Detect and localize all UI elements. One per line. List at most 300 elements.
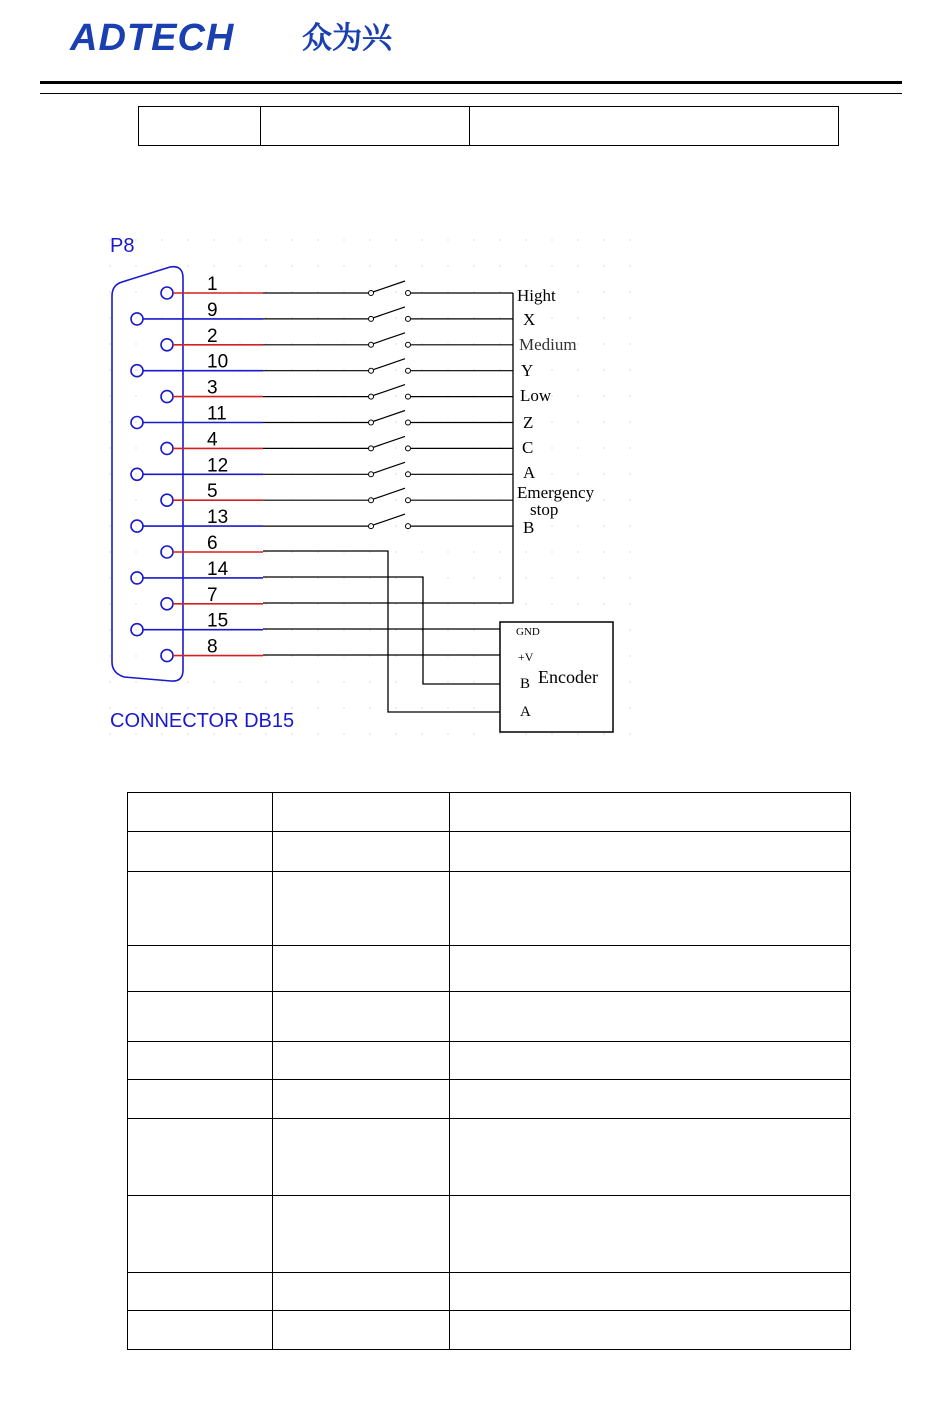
pin-number: 6 <box>207 533 218 554</box>
table-cell <box>470 107 839 146</box>
grid-dot <box>109 707 110 708</box>
pin-contact <box>131 572 143 584</box>
switch-contact <box>369 420 374 425</box>
grid-dot <box>161 681 162 682</box>
encoder-b-label: B <box>520 676 531 692</box>
switch-lever <box>373 411 405 422</box>
grid-dot <box>551 551 552 552</box>
switch-label: X <box>523 310 536 329</box>
grid-dot <box>551 577 552 578</box>
grid-dot <box>135 291 136 292</box>
table-cell <box>450 1273 851 1311</box>
grid-dot <box>187 239 188 240</box>
table-cell <box>261 107 470 146</box>
grid-dot <box>135 551 136 552</box>
pin-number: 11 <box>207 403 227 425</box>
table-cell <box>273 1311 450 1350</box>
header-rule-thin <box>40 93 902 94</box>
grid-dot <box>577 369 578 370</box>
switch-lever <box>373 488 405 499</box>
switch-contact <box>369 368 374 373</box>
pin-contact <box>161 339 173 351</box>
grid-dot <box>213 265 214 266</box>
grid-dot <box>421 239 422 240</box>
grid-dot <box>629 655 630 656</box>
grid-dot <box>109 421 110 422</box>
grid-dot <box>135 499 136 500</box>
grid-dot <box>109 551 110 552</box>
grid-dot <box>395 551 396 552</box>
grid-dot <box>161 265 162 266</box>
grid-dot <box>343 681 344 682</box>
pin-number: 13 <box>207 507 229 529</box>
grid-dot <box>421 707 422 708</box>
switch-lever <box>373 333 405 344</box>
table-cell <box>273 1273 450 1311</box>
pin-number: 14 <box>207 558 229 580</box>
logo-chinese-text: 众为兴 <box>302 21 392 56</box>
table-cell <box>128 1042 273 1080</box>
grid-dot <box>629 317 630 318</box>
grid-dot <box>369 447 370 448</box>
switch-contact <box>369 342 374 347</box>
pin-contact <box>161 546 173 558</box>
grid-dot <box>213 681 214 682</box>
switch-lever <box>373 385 405 396</box>
grid-dot <box>317 707 318 708</box>
grid-dot <box>109 395 110 396</box>
grid-dot <box>395 317 396 318</box>
grid-dot <box>343 707 344 708</box>
grid-dot <box>629 525 630 526</box>
table-cell <box>273 1042 450 1080</box>
pin-number: 1 <box>207 274 218 295</box>
grid-dot <box>369 733 370 734</box>
header-rule-thick <box>40 81 902 84</box>
switch-lever <box>373 359 405 370</box>
grid-dot <box>395 343 396 344</box>
switch-label: Y <box>521 361 534 380</box>
pin-contact <box>161 598 173 610</box>
grid-dot <box>603 421 604 422</box>
pin-number: 12 <box>207 455 229 477</box>
grid-dot <box>551 603 552 604</box>
pin-number: 3 <box>207 377 218 399</box>
grid-dot <box>499 265 500 266</box>
grid-dot <box>447 733 448 734</box>
switch-contact <box>406 498 411 503</box>
grid-dot <box>369 317 370 318</box>
table-cell <box>128 1119 273 1196</box>
grid-dot <box>135 681 136 682</box>
table-cell <box>128 1311 273 1350</box>
grid-dot <box>629 473 630 474</box>
grid-dot <box>395 447 396 448</box>
grid-dot <box>265 707 266 708</box>
grid-dot <box>629 343 630 344</box>
switch-lever <box>373 462 405 473</box>
grid-dot <box>395 733 396 734</box>
encoder-a-label: A <box>520 704 531 720</box>
db15-wiring-diagram <box>100 230 640 750</box>
grid-dot <box>551 317 552 318</box>
grid-dot <box>551 525 552 526</box>
table-row <box>128 1311 851 1350</box>
switch-contact <box>369 291 374 296</box>
switch-contact <box>406 394 411 399</box>
grid-dot <box>161 733 162 734</box>
grid-dot <box>577 265 578 266</box>
table-row <box>128 946 851 992</box>
switch-label: B <box>523 518 535 537</box>
pin-number: 15 <box>207 610 229 632</box>
grid-dot <box>447 265 448 266</box>
connector-pins <box>131 274 263 662</box>
table-cell <box>450 992 851 1042</box>
grid-dot <box>577 473 578 474</box>
grid-dot <box>187 707 188 708</box>
grid-dot <box>135 603 136 604</box>
table-cell <box>450 946 851 992</box>
grid-dot <box>629 499 630 500</box>
grid-dot <box>551 239 552 240</box>
grid-dot <box>603 317 604 318</box>
switch-lever <box>373 281 405 292</box>
table-cell <box>450 1042 851 1080</box>
grid-dot <box>525 551 526 552</box>
switch-label: Z <box>523 413 534 432</box>
grid-dot <box>577 577 578 578</box>
grid-dot <box>603 265 604 266</box>
table-row <box>128 832 851 872</box>
connector-caption: CONNECTOR DB15 <box>110 710 295 732</box>
grid-dot <box>135 473 136 474</box>
grid-dot <box>629 577 630 578</box>
grid-dot <box>369 473 370 474</box>
logo-latin-text: ADTECH <box>70 17 235 59</box>
grid-dot <box>603 499 604 500</box>
grid-dot <box>265 733 266 734</box>
grid-dot <box>239 681 240 682</box>
grid-dot <box>629 629 630 630</box>
grid-dot <box>239 265 240 266</box>
grid-dot <box>265 681 266 682</box>
switch-contact <box>369 446 374 451</box>
grid-dot <box>213 733 214 734</box>
grid-dot <box>187 681 188 682</box>
grid-dot <box>577 343 578 344</box>
switch-contact <box>406 524 411 529</box>
grid-dot <box>629 369 630 370</box>
grid-dot <box>369 265 370 266</box>
grid-dot <box>135 317 136 318</box>
grid-dot <box>213 239 214 240</box>
grid-dot <box>629 291 630 292</box>
grid-dot <box>369 421 370 422</box>
grid-dot <box>369 369 370 370</box>
grid-dot <box>525 265 526 266</box>
switch-contact <box>369 394 374 399</box>
table-cell <box>128 793 273 832</box>
grid-dot <box>629 395 630 396</box>
table-cell <box>450 1080 851 1119</box>
table-cell <box>128 946 273 992</box>
pin-number: 8 <box>207 636 218 658</box>
pin-contact <box>161 287 173 299</box>
grid-dot <box>135 733 136 734</box>
grid-dot <box>551 473 552 474</box>
grid-dot <box>603 369 604 370</box>
grid-dot <box>395 525 396 526</box>
table-cell <box>450 1196 851 1273</box>
encoder-a-wire <box>263 551 500 712</box>
grid-dot <box>239 239 240 240</box>
grid-dot <box>395 395 396 396</box>
grid-dot <box>603 291 604 292</box>
grid-dot <box>603 473 604 474</box>
pin-contact <box>131 624 143 636</box>
grid-dot <box>395 265 396 266</box>
grid-dot <box>161 239 162 240</box>
grid-dot <box>109 291 110 292</box>
grid-dot <box>421 733 422 734</box>
switch-label: Emergency <box>517 483 595 502</box>
grid-dot <box>447 707 448 708</box>
pin-contact <box>161 442 173 454</box>
grid-dot <box>109 499 110 500</box>
switch-contact <box>406 472 411 477</box>
grid-dot <box>135 577 136 578</box>
grid-dot <box>603 603 604 604</box>
encoder-b-wire <box>263 577 500 684</box>
grid-dot <box>525 603 526 604</box>
grid-dot <box>109 733 110 734</box>
pin-number: 2 <box>207 325 218 347</box>
grid-dot <box>603 577 604 578</box>
grid-dot <box>135 265 136 266</box>
grid-dot <box>291 239 292 240</box>
table-cell <box>273 1119 450 1196</box>
grid-dot <box>577 239 578 240</box>
table-cell <box>450 832 851 872</box>
grid-dot <box>109 369 110 370</box>
grid-dot <box>629 681 630 682</box>
pin-contact <box>131 468 143 480</box>
grid-dot <box>577 525 578 526</box>
grid-dot <box>395 499 396 500</box>
grid-dot <box>109 525 110 526</box>
grid-dot <box>629 551 630 552</box>
table-cell <box>128 872 273 946</box>
switch-lever <box>373 307 405 318</box>
grid-dot <box>551 733 552 734</box>
grid-dot <box>629 447 630 448</box>
switch-contact <box>369 472 374 477</box>
grid-dot <box>577 421 578 422</box>
grid-dot <box>135 629 136 630</box>
grid-dot <box>369 499 370 500</box>
grid-dot <box>109 343 110 344</box>
grid-dot <box>577 551 578 552</box>
table-cell <box>273 1196 450 1273</box>
pin-contact <box>161 391 173 403</box>
grid-dot <box>473 681 474 682</box>
grid-dot <box>317 681 318 682</box>
grid-dot <box>473 733 474 734</box>
grid-dot <box>629 603 630 604</box>
grid-dot <box>161 707 162 708</box>
table-cell <box>273 872 450 946</box>
grid-dot <box>343 239 344 240</box>
grid-dot <box>577 291 578 292</box>
table-row <box>128 793 851 832</box>
switch-contact <box>369 524 374 529</box>
grid-dot <box>135 707 136 708</box>
grid-dot <box>473 551 474 552</box>
table-cell <box>128 1273 273 1311</box>
grid-dot <box>265 265 266 266</box>
grid-dot <box>291 707 292 708</box>
grid-dot <box>447 551 448 552</box>
grid-dot <box>135 447 136 448</box>
pin-number: 4 <box>207 429 218 451</box>
switch-label: C <box>522 438 534 457</box>
grid-dot <box>135 655 136 656</box>
table-cell <box>273 992 450 1042</box>
table-cell <box>273 832 450 872</box>
table-cell <box>450 793 851 832</box>
grid-dot <box>473 239 474 240</box>
switch-contact <box>406 342 411 347</box>
switch-label: stop <box>530 500 559 519</box>
grid-dot <box>421 265 422 266</box>
encoder-title: Encoder <box>538 667 598 687</box>
switch-labels <box>517 286 595 537</box>
grid-dot <box>369 343 370 344</box>
table-cell <box>273 793 450 832</box>
grid-dot <box>499 577 500 578</box>
grid-dot <box>109 577 110 578</box>
grid-dot <box>421 551 422 552</box>
grid-dot <box>525 733 526 734</box>
pin-contact <box>131 365 143 377</box>
pin-number: 7 <box>207 584 218 606</box>
grid-dot <box>265 239 266 240</box>
grid-dot <box>369 525 370 526</box>
switch-lever <box>373 514 405 525</box>
switch-group <box>263 281 513 529</box>
switch-label: Medium <box>519 335 577 354</box>
grid-dot <box>551 395 552 396</box>
grid-dot <box>603 551 604 552</box>
pin-contact <box>131 313 143 325</box>
grid-dot <box>603 239 604 240</box>
table-cell <box>450 1119 851 1196</box>
grid-dot <box>317 265 318 266</box>
switch-label: Hight <box>517 286 556 305</box>
grid-dot <box>629 707 630 708</box>
grid-dot <box>603 447 604 448</box>
grid-dot <box>395 369 396 370</box>
table-row <box>128 1196 851 1273</box>
switch-contact <box>406 368 411 373</box>
grid-dot <box>447 577 448 578</box>
grid-dot <box>109 447 110 448</box>
grid-dot <box>577 603 578 604</box>
grid-dot <box>551 369 552 370</box>
pin-contact <box>161 494 173 506</box>
table-row <box>128 1080 851 1119</box>
grid-dot <box>109 629 110 630</box>
table-cell <box>273 1080 450 1119</box>
table-cell <box>139 107 261 146</box>
switch-contact <box>406 291 411 296</box>
grid-dot <box>343 265 344 266</box>
grid-dot <box>603 525 604 526</box>
table-row <box>128 1119 851 1196</box>
grid-dot <box>395 473 396 474</box>
table-row <box>128 1042 851 1080</box>
grid-dot <box>317 733 318 734</box>
switch-contact <box>369 498 374 503</box>
grid-dot <box>395 239 396 240</box>
grid-dot <box>109 603 110 604</box>
grid-dot <box>239 707 240 708</box>
grid-dot <box>551 265 552 266</box>
grid-dot <box>473 707 474 708</box>
pin-contact <box>161 650 173 662</box>
switch-label: A <box>523 463 536 482</box>
pin-number: 9 <box>207 299 218 321</box>
switch-contact <box>406 316 411 321</box>
grid-dot <box>395 421 396 422</box>
grid-dot <box>109 655 110 656</box>
grid-dot <box>629 733 630 734</box>
switch-label: Low <box>520 386 552 405</box>
grid-dot <box>473 265 474 266</box>
grid-dot <box>343 733 344 734</box>
table-cell <box>450 872 851 946</box>
table-row <box>128 992 851 1042</box>
grid-dot <box>551 421 552 422</box>
grid-dot <box>577 395 578 396</box>
grid-dot <box>187 265 188 266</box>
grid-dot <box>109 473 110 474</box>
grid-dot <box>577 733 578 734</box>
table-row <box>139 107 839 146</box>
grid-dot <box>629 265 630 266</box>
grid-dot <box>135 395 136 396</box>
table-row <box>128 1273 851 1311</box>
pin-number: 5 <box>207 481 218 503</box>
grid-dot <box>577 447 578 448</box>
grid-dot <box>239 733 240 734</box>
grid-dot <box>109 317 110 318</box>
grid-dot <box>395 681 396 682</box>
grid-dot <box>473 577 474 578</box>
grid-dot <box>447 681 448 682</box>
grid-dot <box>525 239 526 240</box>
encoder-vcc-label: +V <box>518 650 534 664</box>
grid-dot <box>135 369 136 370</box>
grid-dot <box>317 239 318 240</box>
switch-contact <box>406 420 411 425</box>
grid-dot <box>577 317 578 318</box>
grid-dot <box>629 421 630 422</box>
pin-contact <box>131 520 143 532</box>
table-cell <box>128 832 273 872</box>
grid-dot <box>291 733 292 734</box>
